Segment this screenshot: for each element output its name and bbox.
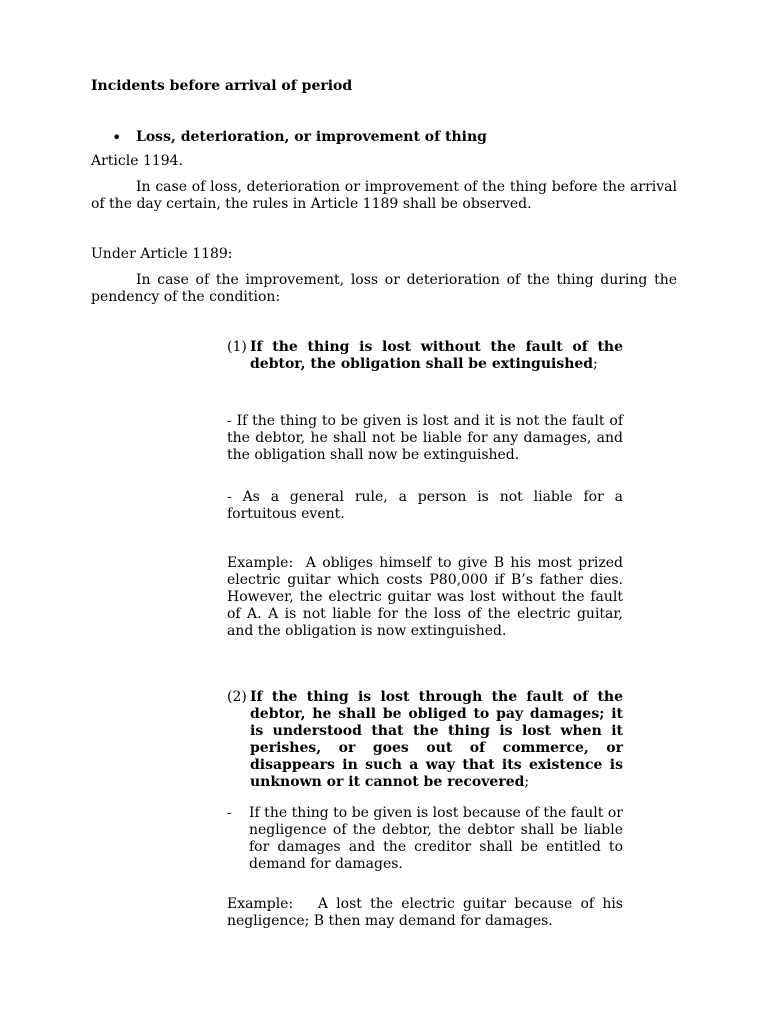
rule1-text xyxy=(250,339,623,373)
bullet-item xyxy=(112,129,121,148)
rule2-note: If the thing to be given is lost because of the fault or negligence of the debtor, the debtor shall be liable for damages and the creditor shall be entitled to demand for damages. xyxy=(249,805,623,872)
dash-marker: - xyxy=(227,805,232,821)
rule1-example: Example: A obliges himself to give B his most prized electric guitar which costs P80,000 if B’s father dies. However, the electric guitar was lost without the fault of A. A is not liable for the loss of the electric guitar, and the obligation is now extinguished. xyxy=(227,555,628,639)
bullet-item-text: Loss, deterioration, or improvement of thing xyxy=(136,129,487,145)
article-1189-paragraph: In case of the improvement, loss or deterioration of the thing during the pendency of the condition: xyxy=(91,272,677,305)
rule1-text-tail: ; xyxy=(593,356,598,372)
rule1-number: (1) xyxy=(227,339,247,355)
article-1194-label: Article 1194. xyxy=(91,153,184,169)
rule2-note-item xyxy=(227,805,623,873)
rule1-note2: - As a general rule, a person is not liable for a fortuitous event. xyxy=(227,489,623,522)
rule2-text-bold: If the thing is lost through the fault of the debtor, he shall be obliged to pay damages; it is understood that the thing is lost when it perishes, or goes out of commerce, or disappears in such a way that its existence is unknown or it cannot be recovered xyxy=(250,689,623,790)
bullet-icon: • xyxy=(112,128,122,147)
rule2-text-tail: ; xyxy=(524,774,530,790)
rule2-number: (2) xyxy=(227,689,247,705)
section-heading: Incidents before arrival of period xyxy=(91,78,353,94)
article-1189-label: Under Article 1189: xyxy=(91,246,233,262)
rule2-text xyxy=(250,689,623,791)
rule2-example: Example: A lost the electric guitar because of his negligence; B then may demand for damages. xyxy=(227,896,628,929)
article-1194-paragraph: In case of loss, deterioration or improvement of the thing before the arrival of the day certain, the rules in Article 1189 shall be observed. xyxy=(91,179,677,212)
rule1-note1: - If the thing to be given is lost and it is not the fault of the debtor, he shall not be liable for any damages, and the obligation shall now be extinguished. xyxy=(227,413,623,463)
rule1-text-bold: If the thing is lost without the fault of the debtor, the obligation shall be extinguished xyxy=(250,339,623,372)
